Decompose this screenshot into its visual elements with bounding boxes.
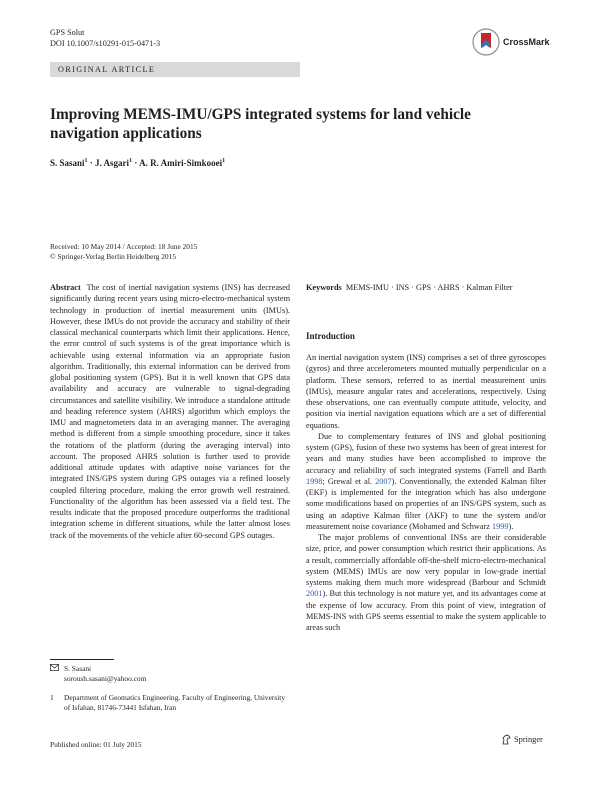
author-name[interactable]: A. R. Amiri-Simkooei (139, 158, 223, 168)
abstract-label: Abstract (50, 283, 81, 292)
article-dates (50, 242, 197, 262)
article-title: Improving MEMS-IMU/GPS integrated systems for land vehicle navigation applications (50, 106, 471, 142)
introduction-body (306, 352, 546, 633)
citation-link[interactable]: 2001 (306, 589, 323, 599)
affiliation-text: Department of Geomatics Engineering, Faculty of Engineering, University of Isfahan, 81746-73441 Isfahan, Iran (64, 693, 286, 712)
affiliation-footnote (50, 693, 290, 713)
section-heading-introduction: Introduction (306, 331, 355, 341)
correspondence-footnote (50, 664, 290, 684)
abstract-section (50, 282, 290, 541)
author-name[interactable]: J. Asgari (95, 158, 130, 168)
abstract-text: The cost of inertial navigation systems (INS) has decreased significantly during recent years using micro-electro-mechanical system technology in production of inertial measurement units (IMUs). However, these IMUs do not provide the accuracy and stability of their classical mechanical counterparts which limit their applications. Hence, the error control of such systems is of the great importance which is achievable using external information via an appropriate fusion algorithm. Traditionally, this external information can be derived from global positioning system (GPS). But it is well known that GPS data availability and accuracy are vulnerable to signal-degrading circumstances and satellite visibility. We introduce a standalone attitude and heading reference system (AHRS) algorithm which employs the IMU and magnetometers data in an averaging manner. The averaging method is different from a simple smoothing procedure, since it takes the rotations of the platform (during the averaging interval) into account. The proposed AHRS solution is further used to provide additional attitude updates with adaptive noise variances for the integrated INS/GPS system during GPS outages via a refined loosely coupled filtering procedure, making the error growth well restrained. Functionality of the algorithm has been assessed via a field test. The results indicate that the proposed procedure outperforms the traditional integration scheme in different situations, while the latter almost loses track of the movements of the vehicle after 60-second GPS outages. (50, 283, 290, 540)
citation-link[interactable]: 1999 (492, 521, 509, 531)
affiliation-mark: 1 (222, 158, 226, 164)
author-separator: · (87, 158, 96, 168)
crossmark-icon (472, 28, 500, 56)
affiliation-mark: 1 (84, 158, 88, 164)
keywords-label: Keywords (306, 283, 342, 292)
publisher-logo (501, 734, 543, 745)
crossmark-label: CrossMark (503, 37, 550, 47)
journal-name: GPS Solut (50, 28, 85, 37)
doi: DOI 10.1007/s10291-015-0471-3 (50, 39, 161, 48)
paragraph: The major problems of conventional INSs are their considerable size, price, and power consumption which restrict their applications. As a result, commercially affordable off-the-shelf micro-electro-mechanical system (MEMS) IMUs are now very popular in low-grade inertial systems making them much more widespread (Barbour and Schmidt 2001). But this technology is not mature yet, and its advantages come at the expense of low accuracy. From this point of view, integration of MEMS-INS with GPS seems essential to make the system applicable to areas such (306, 533, 546, 632)
publisher-name: Springer (514, 735, 543, 744)
affiliation-mark: 1 (129, 158, 133, 164)
keywords-text: MEMS-IMU · INS · GPS · AHRS · Kalman Filter (345, 283, 513, 292)
corresponding-author-name: S. Sasani (64, 664, 92, 673)
author-separator: · (132, 158, 140, 168)
published-online-date: Published online: 01 July 2015 (50, 740, 142, 749)
envelope-icon (50, 664, 64, 684)
footnote-divider (50, 659, 114, 660)
article-type-banner: ORIGINAL ARTICLE (50, 62, 300, 77)
paragraph: Due to complementary features of INS and global positioning system (GPS), fusion of these two systems has been of great interest for years and many studies have been accomplished to improve the accuracy and reliability of such integrated systems (Farrell and Barth 1998; Grewal et al. 2007). Conventionally, the extended Kalman filter (EKF) is implemented for the integration which has also undergone some modifications based on properties of an INS/GPS system, such as using an adaptive Kalman filter (AKF) to tune the system and/or measurement noise covariance (Mohamed and Schwarz 1999). (306, 431, 546, 531)
springer-horse-icon (501, 734, 512, 745)
corresponding-author-email[interactable]: soroush.sasani@yahoo.com (64, 674, 147, 683)
keywords-section (306, 282, 546, 293)
footnotes (50, 664, 290, 713)
affiliation-mark: 1 (50, 693, 54, 702)
copyright-line: © Springer-Verlag Berlin Heidelberg 2015 (50, 252, 177, 261)
paragraph: An inertial navigation system (INS) comprises a set of three gyroscopes (gyros) and three accelerometers mounted mutually perpendicular on a platform. These sensors, referred to as inertial measurement units (IMUs), measure angular rates and accelerations, respectively. Using these observations, one can eventually compute attitude, velocity, and position via inertial navigation equations which are a set of differential equations. (306, 353, 546, 430)
author-list (50, 155, 225, 169)
crossmark-badge[interactable] (472, 26, 552, 58)
citation-link[interactable]: 1998 (306, 476, 323, 486)
author-name[interactable]: S. Sasani (50, 158, 85, 168)
citation-link[interactable]: 2007 (375, 476, 392, 486)
received-accepted-dates: Received: 10 May 2014 / Accepted: 18 June 2015 (50, 242, 198, 251)
